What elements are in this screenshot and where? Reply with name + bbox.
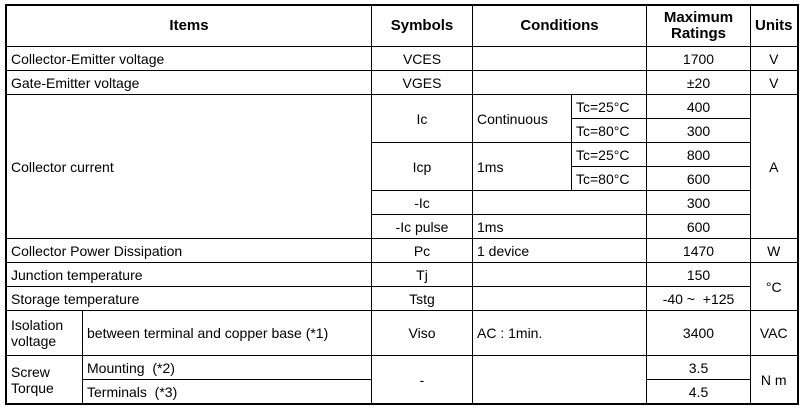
symbol-icp: Icp xyxy=(372,143,473,191)
header-items: Items xyxy=(7,6,372,47)
value-tstg: -40 ~ +125 xyxy=(647,287,751,311)
unit-torque: N m xyxy=(751,356,798,404)
condition-tstg xyxy=(473,287,647,311)
value-neg-ic: 300 xyxy=(647,191,751,215)
item-collector-current: Collector current xyxy=(7,95,372,239)
value-mounting: 3.5 xyxy=(647,356,751,380)
subitem-terminals: Terminals (*3) xyxy=(83,380,372,404)
symbol-tstg: Tstg xyxy=(372,287,473,311)
value-tj: 150 xyxy=(647,263,751,287)
value-neg-ic-pulse: 600 xyxy=(647,215,751,239)
subitem-mounting: Mounting (*2) xyxy=(83,356,372,380)
header-ratings: Ratings xyxy=(670,25,726,42)
symbol-vces: VCES xyxy=(372,47,473,71)
unit-pc: W xyxy=(751,239,798,263)
value-ic-tc80: 300 xyxy=(647,119,751,143)
condition-vces xyxy=(473,47,647,71)
header-units: Units xyxy=(751,6,798,47)
item-torque: Torque xyxy=(11,379,54,396)
value-vges: ±20 xyxy=(647,71,751,95)
condition-pc: 1 device xyxy=(473,239,647,263)
symbol-ic: Ic xyxy=(372,95,473,143)
item-vges: Gate-Emitter voltage xyxy=(7,71,372,95)
symbol-viso: Viso xyxy=(372,311,473,356)
item-isolation: Isolation xyxy=(11,317,64,333)
symbol-pc: Pc xyxy=(372,239,473,263)
subitem-viso: between terminal and copper base (*1) xyxy=(83,311,372,356)
item-voltage: voltage xyxy=(11,333,57,349)
item-tj: Junction temperature xyxy=(7,263,372,287)
condition-neg-ic-pulse: 1ms xyxy=(473,215,647,239)
value-viso: 3400 xyxy=(647,311,751,356)
unit-vges: V xyxy=(751,71,798,95)
condition-torque xyxy=(473,356,647,404)
condition-ic-tc80: Tc=80°C xyxy=(572,119,647,143)
condition-ic: Continuous xyxy=(473,95,572,143)
symbol-torque: - xyxy=(372,356,473,404)
condition-neg-ic xyxy=(473,191,647,215)
item-isolation-voltage xyxy=(7,311,83,356)
condition-vges xyxy=(473,71,647,95)
item-vces: Collector-Emitter voltage xyxy=(7,47,372,71)
header-conditions: Conditions xyxy=(473,6,647,47)
unit-vces: V xyxy=(751,47,798,71)
header-maximum-ratings xyxy=(647,6,751,47)
condition-icp: 1ms xyxy=(473,143,572,191)
maximum-ratings-table xyxy=(6,5,798,404)
value-vces: 1700 xyxy=(647,47,751,71)
table-row xyxy=(7,287,798,311)
symbol-neg-ic-pulse: -Ic pulse xyxy=(372,215,473,239)
condition-icp-tc25: Tc=25°C xyxy=(572,143,647,167)
table-row xyxy=(7,47,798,71)
header-symbols: Symbols xyxy=(372,6,473,47)
header-row xyxy=(7,6,798,47)
table-row xyxy=(7,356,798,380)
item-pc: Collector Power Dissipation xyxy=(7,239,372,263)
condition-ic-tc25: Tc=25°C xyxy=(572,95,647,119)
header-maximum: Maximum xyxy=(663,9,734,26)
value-pc: 1470 xyxy=(647,239,751,263)
unit-viso: VAC xyxy=(751,311,798,356)
value-icp-tc80: 600 xyxy=(647,167,751,191)
value-terminals: 4.5 xyxy=(647,380,751,404)
value-ic-tc25: 400 xyxy=(647,95,751,119)
table-row xyxy=(7,239,798,263)
condition-icp-tc80: Tc=80°C xyxy=(572,167,647,191)
condition-tj xyxy=(473,263,647,287)
unit-collector-current: A xyxy=(751,95,798,239)
symbol-tj: Tj xyxy=(372,263,473,287)
table-row xyxy=(7,311,798,356)
symbol-neg-ic: -Ic xyxy=(372,191,473,215)
item-screw-torque xyxy=(7,356,83,404)
value-icp-tc25: 800 xyxy=(647,143,751,167)
condition-viso: AC : 1min. xyxy=(473,311,647,356)
table-row xyxy=(7,71,798,95)
item-tstg: Storage temperature xyxy=(7,287,372,311)
symbol-vges: VGES xyxy=(372,71,473,95)
table-row xyxy=(7,263,798,287)
table-row xyxy=(7,95,798,119)
unit-temperature: °C xyxy=(751,263,798,311)
item-screw: Screw xyxy=(11,363,50,380)
